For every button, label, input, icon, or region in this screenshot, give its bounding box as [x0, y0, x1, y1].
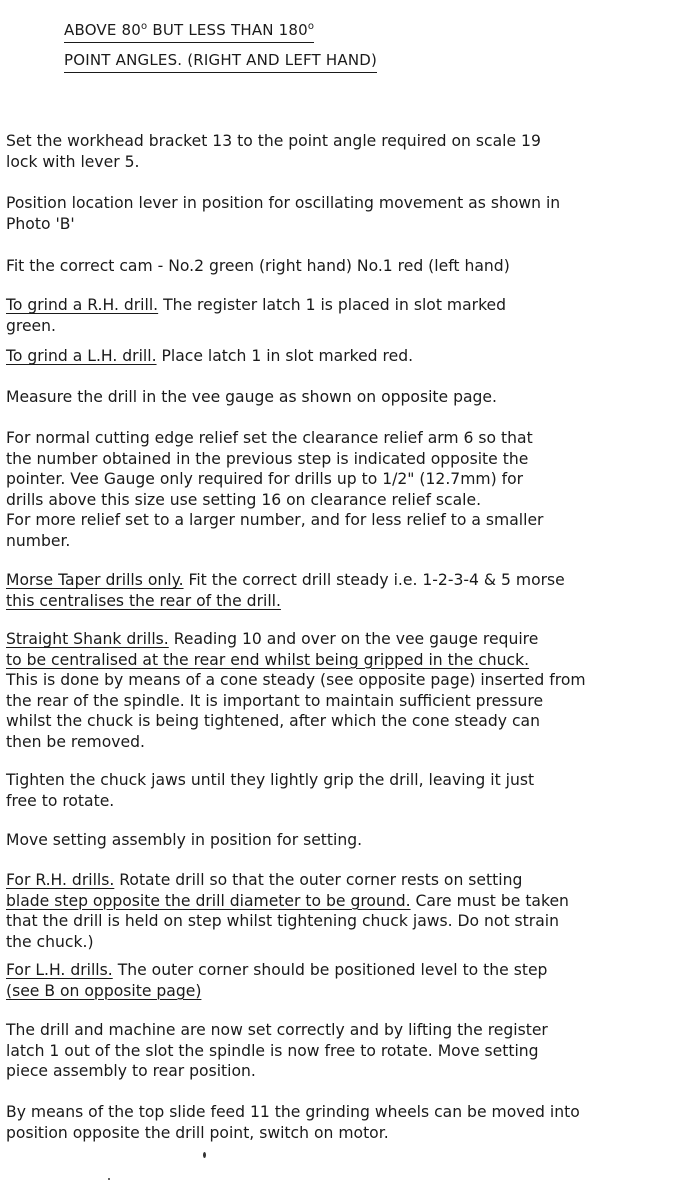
paragraph-rh-drills-text-2: blade step opposite the drill diameter to be ground.: [6, 891, 411, 910]
paragraph-morse-taper: [6, 570, 674, 611]
paragraph-position-lever: Position location lever in position for oscillating movement as shown in Photo 'B': [6, 194, 561, 233]
paragraph-straight-shank-text: Reading 10 and over on the vee gauge require: [173, 630, 539, 648]
paragraph-move-setting: Move setting assembly in position for setting.: [6, 831, 363, 849]
print-speck: [108, 1178, 110, 1180]
paragraph-rh-drills: [6, 870, 674, 952]
paragraph-tighten-chuck: Tighten the chuck jaws until they lightly grip the drill, leaving it just free to rotate.: [6, 771, 535, 810]
paragraph-rh-drills-text: Rotate drill so that the outer corner rests on setting: [119, 871, 523, 889]
paragraph-set-workhead: Set the workhead bracket 13 to the point angle required on scale 19 lock with lever 5.: [6, 132, 541, 171]
paragraph-morse-taper-text: Fit the correct drill steady i.e. 1-2-3-4 & 5 morse: [188, 571, 565, 589]
heading-underline-1: [64, 42, 314, 43]
heading-underline-2: [64, 72, 377, 73]
subheading-morse-taper: Morse Taper drills only.: [6, 571, 184, 589]
paragraph-grind-rh-text: The register latch 1 is placed in slot marked green.: [6, 296, 507, 335]
paragraph-measure-drill: Measure the drill in the vee gauge as shown on opposite page.: [6, 388, 497, 406]
degree-mark-2: o: [307, 21, 315, 32]
heading-line-1-mid: BUT LESS THAN 180: [147, 21, 308, 39]
print-speck: [203, 1152, 206, 1158]
paragraph-lh-drills: [6, 960, 674, 1001]
paragraph-straight-shank: [6, 629, 674, 752]
paragraph-fit-cam: Fit the correct cam - No.2 green (right hand) No.1 red (left hand): [6, 257, 510, 275]
paragraph-grind-rh: [6, 295, 674, 336]
subheading-straight-shank: Straight Shank drills.: [6, 630, 169, 648]
paragraph-lh-drills-text-2: (see B on opposite page): [6, 981, 202, 1000]
subheading-lh-drills: For L.H. drills.: [6, 961, 113, 979]
heading-line-2: [64, 50, 377, 73]
subheading-grind-rh: To grind a R.H. drill.: [6, 296, 159, 314]
paragraph-rh-drills-text-3: Care must be taken that the drill is held on step whilst tightening chuck jaws. Do not strain the chuck.): [6, 891, 569, 951]
subheading-rh-drills: For R.H. drills.: [6, 871, 115, 889]
subheading-grind-lh: To grind a L.H. drill.: [6, 347, 157, 365]
heading-line-1: [64, 20, 314, 43]
degree-mark-1: o: [141, 21, 148, 32]
paragraph-straight-shank-text-3: This is done by means of a cone steady (see opposite page) inserted from the rear of the spindle. It is important to maintain sufficient pressure whilst the chuck is being tightened, after which the cone steady can then be removed.: [6, 671, 586, 751]
paragraph-grind-lh-text: Place latch 1 in slot marked red.: [156, 347, 414, 365]
heading-line-1-prefix: ABOVE 80: [64, 21, 142, 39]
paragraph-machine-set: The drill and machine are now set correctly and by lifting the register latch 1 out of the slot the spindle is now free to rotate. Move setting piece assembly to rear position.: [6, 1021, 548, 1080]
heading-line-2-text: POINT ANGLES. (RIGHT AND LEFT HAND): [64, 51, 378, 69]
paragraph-straight-shank-text-2: to be centralised at the rear end whilst being gripped in the chuck.: [6, 650, 530, 669]
paragraph-lh-drills-text: The outer corner should be positioned level to the step: [117, 961, 548, 979]
paragraph-morse-taper-text-2: this centralises the rear of the drill.: [6, 591, 281, 610]
paragraph-cutting-edge-relief: For normal cutting edge relief set the clearance relief arm 6 so that the number obtained in the previous step is indicated opposite the pointer. Vee Gauge only required for drills up to 1/2" (12.7mm) for drills above this size use setting 16 on clearance relief scale. For more relief set to a larger number, and for less relief to a smaller number.: [6, 429, 544, 550]
paragraph-top-slide-feed: By means of the top slide feed 11 the grinding wheels can be moved into position opposite the drill point, switch on motor.: [6, 1103, 580, 1142]
paragraph-grind-lh: [6, 346, 674, 367]
